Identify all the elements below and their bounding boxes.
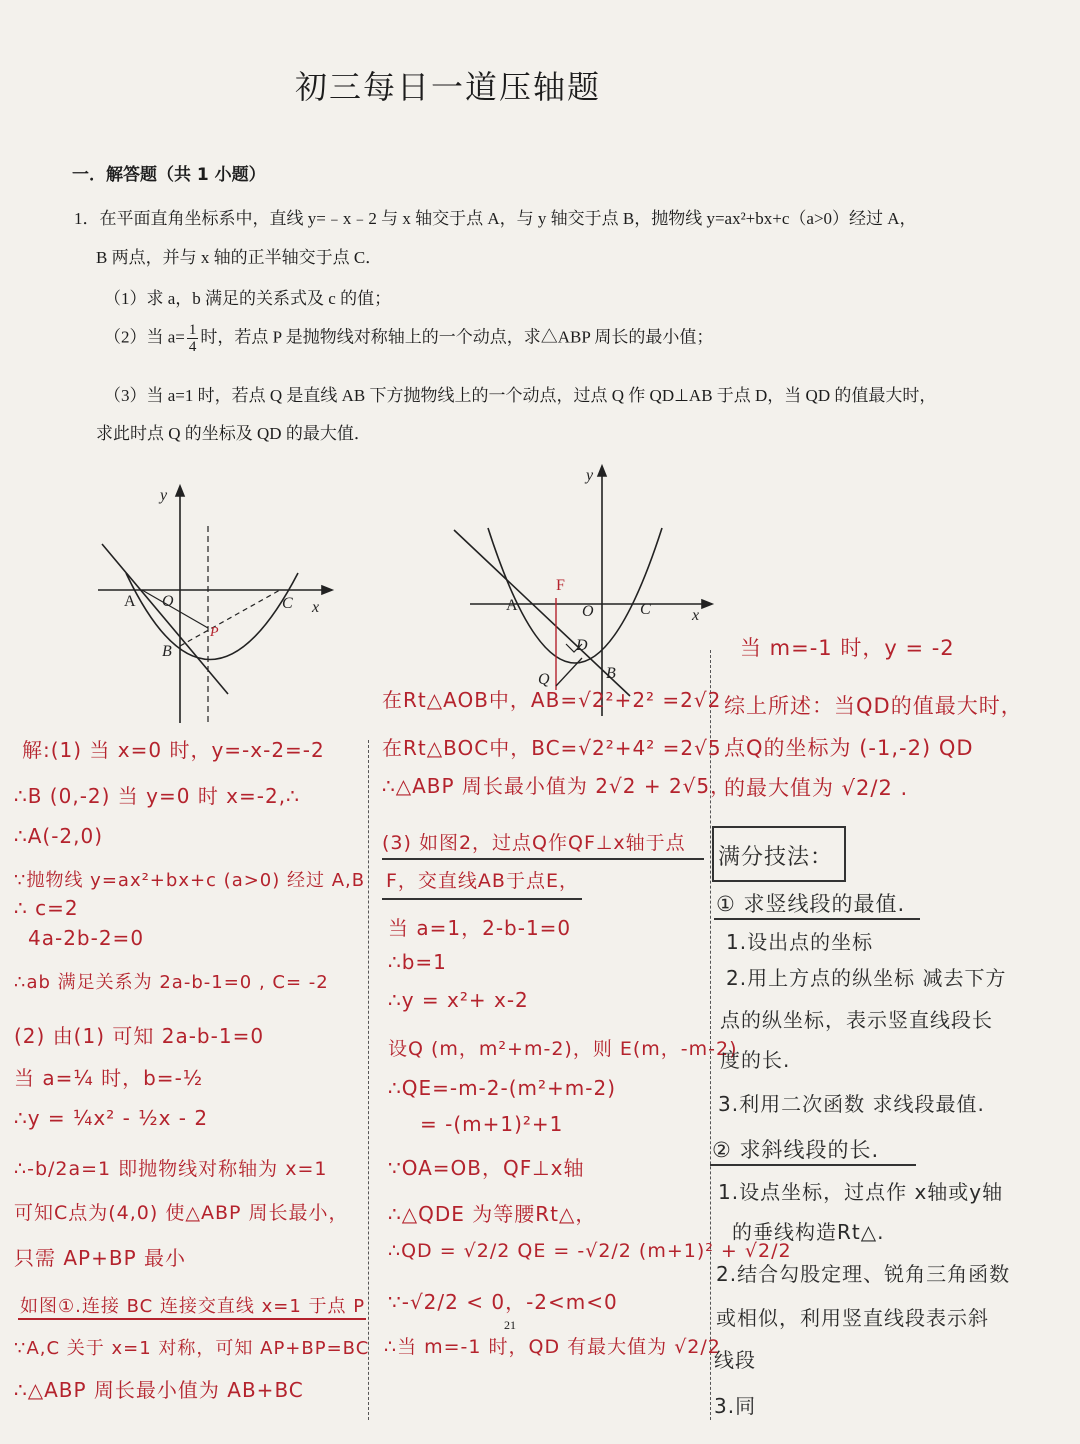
fig1-label-o: O: [162, 593, 174, 610]
col2-line-11: = -(m+1)²+1: [420, 1112, 564, 1136]
tips-item-2-2: 的垂线构造Rt△.: [732, 1220, 885, 1244]
fig1-label-b: B: [162, 643, 172, 660]
page-title: [0, 62, 900, 108]
tips-heading: 满分技法：: [718, 845, 834, 870]
col2-line-9: 设Q (m，m²+m-2)，则 E(m，-m-2): [388, 1038, 738, 1060]
fig2-label-c: C: [640, 601, 651, 618]
col2-line-5: F，交直线AB于点E，: [386, 870, 579, 892]
fig1-label-a: A: [124, 593, 136, 610]
col2-line-10: ∴QE=-m-2-(m²+m-2): [388, 1076, 617, 1100]
page-number: 21: [504, 1318, 516, 1332]
problem-part-3b: 求此时点 Q 的坐标及 QD 的最大值．: [96, 424, 371, 443]
col2-line-15: ∵-√2/2 < 0，-2<m<0: [388, 1290, 618, 1314]
figure-1: [90, 478, 350, 728]
col1-line-12: 可知C点为(4,0) 使△ABP 周长最小，: [14, 1202, 349, 1224]
fig1-segment-bc: [180, 590, 280, 646]
column-divider-left: [368, 740, 369, 1420]
col2-underline-2: [382, 898, 582, 900]
fig1-x-arrow: [322, 586, 332, 594]
col1-line-5: ∴ c=2: [14, 896, 79, 920]
col2-line-8: ∴y = x²+ x-2: [388, 988, 529, 1012]
tips-item-2-3: 2.结合勾股定理、锐角三角函数: [716, 1262, 1011, 1286]
fig2-y-arrow: [598, 466, 606, 476]
problem-part-1: （1）求 a，b 满足的关系式及 c 的值；: [104, 289, 392, 308]
tips-sub-2-underline: [710, 1164, 916, 1166]
tips-item-1-4: 度的长.: [720, 1048, 791, 1072]
tips-item-1-2: 2.用上方点的纵坐标 减去下方: [726, 966, 1007, 990]
col2-line-7: ∴b=1: [388, 950, 447, 974]
tips-item-1-5: 3.利用二次函数 求线段最值.: [718, 1092, 985, 1116]
col2-line-13: ∴△QDE 为等腰Rt△，: [388, 1202, 597, 1226]
fraction-one-quarter: [187, 322, 199, 355]
col1-line-7: ∴ab 满足关系为 2a-b-1=0 , C= -2: [14, 972, 329, 993]
col1-line-16: ∴△ABP 周长最小值为 AB+BC: [14, 1378, 304, 1402]
fig1-y-arrow: [176, 486, 184, 496]
col2-line-2: 在Rt△BOC中，BC=√2²+4² =2√5: [382, 736, 722, 760]
tips-sub-1-underline: [714, 918, 920, 920]
col1-line-2: ∴B (0,-2) 当 y=0 时 x=-2,∴: [14, 784, 300, 808]
tips-item-2-5: 线段: [714, 1348, 756, 1372]
problem-line-1: 1．在平面直角坐标系中，直线 y=﹣x﹣2 与 x 轴交于点 A，与 y 轴交于点 B，抛物线 y=ax²+bx+c（a>0）经过 A，: [74, 209, 917, 228]
fraction-denominator: 4: [188, 339, 197, 355]
col1-line-6: 4a-2b-2=0: [28, 926, 145, 950]
col1-line-10: ∴y = ¼x² - ½x - 2: [14, 1106, 209, 1130]
tips-sub-1: ① 求竖线段的最值.: [716, 892, 906, 916]
fig2-label-x: x: [692, 607, 700, 624]
col3-red-line-2: 综上所述：当QD的值最大时，: [724, 694, 1023, 718]
fig2-label-y: y: [586, 467, 594, 484]
col1-line-1: 解:(1) 当 x=0 时，y=-x-2=-2: [22, 738, 325, 762]
tips-sub-2: ② 求斜线段的长.: [712, 1138, 880, 1162]
fig1-segment-ap: [142, 590, 208, 628]
col2-underline-1: [382, 858, 704, 860]
figure-2: [440, 458, 720, 718]
col2-line-4: (3) 如图2，过点Q作QF⊥x轴于点: [382, 832, 686, 854]
col2-line-3: ∴△ABP 周长最小值为 2√2 + 2√5，: [382, 774, 732, 798]
problem-line-2: B 两点，并与 x 轴的正半轴交于点 C．: [96, 248, 383, 267]
problem-part-3: （3）当 a=1 时，若点 Q 是直线 AB 下方抛物线上的一个动点，过点 Q 作 QD⊥AB 于点 D，当 QD 的值最大时，: [104, 386, 937, 405]
fig1-label-y: y: [160, 487, 168, 504]
col2-line-14: ∴QD = √2/2 QE = -√2/2 (m+1)² + √2/2: [388, 1240, 792, 1262]
col1-underline: [18, 1318, 366, 1320]
part2-suffix: 时，若点 P 是抛物线对称轴上的一个动点，求△ABP 周长的最小值；: [200, 327, 714, 347]
section-heading: 一．解答题（共 1 小题）: [72, 165, 266, 185]
fig1-line-ab: [102, 544, 228, 694]
page-title-text: 初三每日一道压轴题: [294, 68, 601, 106]
fig2-label-b: B: [606, 665, 616, 682]
col1-line-3: ∴A(-2,0): [14, 824, 104, 848]
fig2-label-o: O: [582, 603, 594, 620]
fig2-label-a: A: [506, 597, 518, 614]
col3-red-line-3: 点Q的坐标为 (-1,-2) QD: [724, 736, 974, 760]
col1-line-11: ∴-b/2a=1 即抛物线对称轴为 x=1: [14, 1158, 328, 1180]
fig2-label-f: F: [556, 577, 565, 594]
col1-line-8: (2) 由(1) 可知 2a-b-1=0: [14, 1024, 265, 1048]
tips-item-2-4: 或相似，利用竖直线段表示斜: [716, 1306, 989, 1330]
tips-item-1-1: 1.设出点的坐标: [726, 930, 874, 954]
fig2-label-q: Q: [538, 671, 550, 688]
col2-line-16: ∴当 m=-1 时，QD 有最大值为 √2/2: [384, 1336, 721, 1358]
col3-red-line-1: 当 m=-1 时，y = -2: [740, 636, 955, 660]
col1-line-9: 当 a=¼ 时，b=-½: [14, 1066, 204, 1090]
col3-red-line-4: 的最大值为 √2/2 .: [724, 776, 909, 800]
part2-prefix: （2）当 a=: [104, 327, 185, 347]
fig1-label-x: x: [312, 599, 320, 616]
col2-line-6: 当 a=1，2-b-1=0: [388, 916, 572, 940]
fig1-label-p: P: [210, 625, 219, 640]
col2-line-12: ∵OA=OB，QF⊥x轴: [388, 1156, 585, 1180]
col1-line-15: ∵A,C 关于 x=1 对称，可知 AP+BP=BC: [14, 1338, 370, 1359]
fig2-x-arrow: [702, 600, 712, 608]
fig2-parabola: [488, 528, 662, 663]
fig1-label-c: C: [282, 595, 293, 612]
tips-item-2-6: 3.同: [714, 1394, 757, 1418]
tips-item-1-3: 点的纵坐标，表示竖直线段长: [720, 1008, 993, 1032]
tips-item-2-1: 1.设点坐标，过点作 x轴或y轴: [718, 1180, 1004, 1204]
problem-part-2: [104, 322, 713, 355]
col1-line-14: 如图①.连接 BC 连接交直线 x=1 于点 P: [20, 1296, 366, 1317]
col1-line-4: ∵抛物线 y=ax²+bx+c (a>0) 经过 A,B: [14, 870, 366, 891]
fig1-parabola: [126, 573, 298, 660]
fraction-numerator: 1: [188, 322, 197, 338]
fig2-label-d: D: [576, 637, 588, 654]
col2-line-1: 在Rt△AOB中，AB=√2²+2² =2√2: [382, 688, 722, 712]
col1-line-13: 只需 AP+BP 最小: [14, 1246, 186, 1270]
